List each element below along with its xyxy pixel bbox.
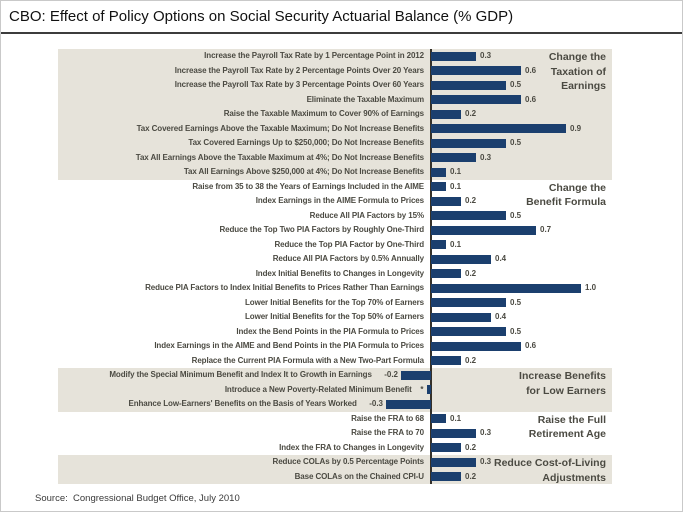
value-label: 0.6 [525, 341, 537, 350]
value-label: 0.2 [465, 442, 477, 452]
page-title: CBO: Effect of Policy Options on Social Security Actuarial Balance (% GDP) [9, 8, 514, 25]
group-label-line: Taxation of [550, 65, 606, 78]
value-label: 0.3 [480, 152, 492, 162]
chart-row [58, 64, 612, 79]
bar [431, 240, 446, 249]
chart-row [58, 397, 612, 412]
row-label: Tax All Earnings Above $250,000 at 4%; Do Not Increase Benefits [183, 167, 424, 176]
bar [431, 414, 446, 423]
value-label: 0.2 [465, 109, 477, 118]
value-label: * [420, 384, 424, 394]
bar [431, 124, 566, 133]
group-label [446, 369, 606, 398]
row-label: Lower Initial Benefits for the Top 50% of Earners [245, 312, 424, 321]
row-label: Replace the Current PIA Formula with a New Two-Part Formula [191, 355, 424, 365]
chart-row [58, 223, 612, 238]
bar [431, 313, 491, 322]
bar [427, 385, 432, 394]
value-label: 1.0 [585, 283, 597, 292]
title-divider [1, 32, 683, 34]
source-note: Source: Congressional Budget Office, July 2010 [35, 493, 240, 504]
group-label-line: Retirement Age [528, 428, 606, 440]
group-label-line: Raise the Full [537, 413, 606, 426]
row-label: Raise the FRA to 68 [351, 413, 424, 423]
value-label: 0.7 [540, 225, 552, 234]
row-label: Lower Initial Benefits for the Top 70% of Earners [245, 297, 424, 307]
row-label: Index the FRA to Changes in Longevity [279, 442, 424, 452]
row-label: Base COLAs on the Chained CPI-U [294, 471, 424, 481]
value-label: 0.1 [450, 239, 462, 249]
row-label: Raise the FRA to 70 [351, 428, 424, 437]
value-label: 0.1 [450, 181, 462, 191]
group-label-line: Reduce Cost-of-Living [494, 457, 606, 469]
row-label: Increase the Payroll Tax Rate by 3 Percentage Points Over 60 Years [174, 80, 424, 89]
row-label: Introduce a New Poverty-Related Minimum Benefit [224, 384, 412, 394]
chart-row [58, 107, 612, 122]
bar [431, 95, 521, 104]
value-label: 0.2 [465, 355, 477, 365]
row-label: Raise the Taxable Maximum to Cover 90% of Earnings [223, 109, 424, 118]
chart-row [58, 339, 612, 354]
chart-row [58, 296, 612, 311]
bar [431, 269, 461, 278]
row-label: Increase the Payroll Tax Rate by 1 Percentage Point in 2012 [204, 51, 424, 60]
row-label: Eliminate the Taxable Maximum [306, 94, 424, 104]
chart-group [58, 368, 612, 412]
chart-row [58, 267, 612, 282]
value-label: 0.5 [510, 80, 522, 89]
chart-row [58, 252, 612, 267]
value-label: 0.5 [510, 297, 522, 307]
bar [431, 110, 461, 119]
row-label: Reduce COLAs by 0.5 Percentage Points [272, 457, 424, 466]
bar [401, 371, 431, 380]
chart-row [58, 310, 612, 325]
group-label-line: Change the [548, 51, 606, 63]
bar [431, 211, 506, 220]
group-label-line: Increase Benefits [519, 370, 606, 382]
row-label: Modify the Special Minimum Benefit and Index It to Growth in Earnings [109, 370, 372, 379]
row-label: Reduce PIA Factors to Index Initial Benefits to Prices Rather Than Earnings [145, 283, 424, 292]
value-label: 0.3 [480, 457, 492, 466]
value-label: 0.3 [480, 51, 492, 60]
bar [431, 168, 446, 177]
value-label: 0.4 [495, 312, 507, 321]
bar [431, 443, 461, 452]
chart-panel [58, 49, 612, 484]
bar [431, 255, 491, 264]
group-label-line: Earnings [561, 80, 606, 92]
value-label: 0.9 [570, 123, 582, 133]
value-label: 0.4 [495, 254, 507, 263]
bar [431, 182, 446, 191]
row-label: Tax Covered Earnings Up to $250,000; Do Not Increase Benefits [188, 138, 424, 147]
chart-row [58, 354, 612, 369]
group-label [446, 413, 606, 442]
value-label: 0.5 [510, 210, 522, 220]
chart-row [58, 151, 612, 166]
row-label: Index Earnings in the AIME and Bend Points in the PIA Formula to Prices [154, 341, 424, 350]
bar [431, 356, 461, 365]
value-label: 0.2 [465, 196, 477, 205]
row-label: Reduce the Top PIA Factor by One-Third [274, 239, 424, 249]
value-label: 0.1 [450, 413, 462, 423]
value-label: -0.3 [369, 399, 383, 408]
row-label: Enhance Low-Earners' Benefits on the Basis of Years Worked [128, 399, 357, 408]
bar [431, 298, 506, 307]
row-label: Reduce All PIA Factors by 15% [309, 210, 424, 220]
value-label: 0.3 [480, 428, 492, 437]
bar [431, 327, 506, 336]
row-label: Raise from 35 to 38 the Years of Earnings Included in the AIME [192, 181, 424, 191]
chart-group [58, 49, 612, 180]
chart-group [58, 455, 612, 484]
value-label: 0.1 [450, 167, 462, 176]
value-label: 0.2 [465, 471, 477, 481]
value-label: -0.2 [384, 370, 398, 379]
row-label: Tax Covered Earnings Above the Taxable Maximum; Do Not Increase Benefits [136, 123, 424, 133]
bar [431, 153, 476, 162]
bar [386, 400, 431, 409]
chart-row [58, 209, 612, 224]
row-label: Increase the Payroll Tax Rate by 2 Percentage Points Over 20 Years [174, 65, 424, 75]
bar [431, 342, 521, 351]
chart-group [58, 412, 612, 456]
row-label: Index the Bend Points in the PIA Formula to Prices [236, 326, 424, 336]
value-label: 0.6 [525, 65, 537, 75]
chart-row [58, 325, 612, 340]
value-label: 0.2 [465, 268, 477, 278]
value-label: 0.6 [525, 94, 537, 104]
bar [431, 139, 506, 148]
chart-group [58, 180, 612, 369]
chart-row [58, 441, 612, 456]
chart-row [58, 136, 612, 151]
row-label: Reduce All PIA Factors by 0.5% Annually [272, 254, 424, 263]
chart-row [58, 93, 612, 108]
chart-row [58, 122, 612, 137]
chart-row [58, 281, 612, 296]
bar [431, 284, 581, 293]
chart-row [58, 165, 612, 180]
group-label-line: Change the [548, 181, 606, 194]
value-label: 0.5 [510, 326, 522, 336]
row-label: Reduce the Top Two PIA Factors by Roughly One-Third [219, 225, 424, 234]
value-label: 0.5 [510, 138, 522, 147]
row-label: Index Earnings in the AIME Formula to Prices [255, 196, 424, 205]
row-label: Index Initial Benefits to Changes in Longevity [255, 268, 424, 278]
chart-row [58, 238, 612, 253]
group-label-line: Adjustments [542, 471, 606, 484]
group-label-line: for Low Earners [526, 384, 606, 397]
bar [431, 226, 536, 235]
row-label: Tax All Earnings Above the Taxable Maximum at 4%; Do Not Increase Benefits [135, 152, 424, 162]
group-label-line: Benefit Formula [526, 196, 606, 208]
